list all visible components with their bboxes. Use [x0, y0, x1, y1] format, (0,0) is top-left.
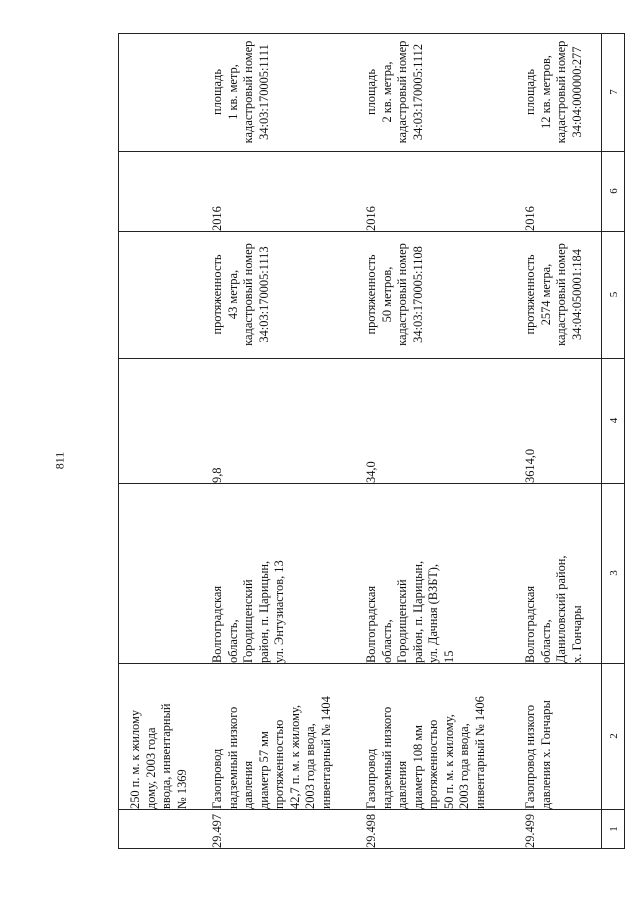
- row3-address: Волгоградская область, Даниловский район, х. Гончары: [523, 555, 584, 663]
- row1-area: площадь 1 кв. метр, кадастровый номер 34:03:170005:1111: [210, 40, 271, 144]
- row1-year: 2016: [210, 206, 224, 231]
- row2-area: площадь 2 кв. метра, кадастровый номер 34:03:170005:1112: [364, 40, 425, 144]
- row3-value: 3614,0: [523, 448, 537, 483]
- header-col-5: 5: [608, 291, 620, 298]
- row3-area: площадь 12 кв. метров, кадастровый номер 34:04:000000:277: [523, 40, 584, 144]
- header-col-1: 1: [608, 826, 620, 832]
- row3-name: Газопровод низкого давления х. Гончары: [523, 700, 553, 809]
- row2-value: 34,0: [364, 461, 378, 483]
- row2-address: Волгоградская область, Городищенский район, п. Царицын, ул. Дачная (ВЗБТ), 15: [364, 560, 456, 663]
- row3-id: 29.499: [523, 813, 537, 848]
- page-number-text: 811: [52, 451, 67, 469]
- header-col-2: 2: [608, 733, 620, 739]
- row2-id: 29.498: [364, 813, 378, 848]
- row1-value: 9,8: [210, 467, 224, 483]
- header-col-3: 3: [608, 570, 620, 576]
- header-col-7: 7: [608, 89, 620, 95]
- header-col-6: 6: [608, 188, 620, 194]
- property-table: [118, 33, 624, 849]
- row1-address: Волгоградская область, Городищенский район, п. Царицын, ул. Энтузиастов, 13: [210, 560, 286, 663]
- page-number: [53, 440, 67, 480]
- row2-extent: протяженность 50 метров, кадастровый номер 34:03:170005:1108: [364, 243, 425, 346]
- row1-name: Газопровод надземный низкого давления диаметр 57 мм протяженностью 42,7 п. м. к жилому, 2003 года ввода, инвентарный № 1404: [210, 696, 333, 809]
- row1-extent: протяженность 43 метра, кадастровый номер 34:03:170005:1113: [210, 243, 271, 346]
- row3-year: 2016: [523, 206, 537, 231]
- row2-name: Газопровод надземный низкого давления диаметр 108 мм протяженностью 50 п. м. к жилому, 2003 года ввода, инвентарный № 1406: [364, 696, 487, 809]
- row2-year: 2016: [364, 206, 378, 231]
- row3-extent: протяженность 2574 метра, кадастровый номер 34:04:050001:184: [523, 243, 584, 346]
- row0-name: 250 п. м. к жилому дому, 2003 года ввода, инвентарный № 1369: [128, 703, 189, 809]
- header-col-4: 4: [608, 417, 620, 424]
- row1-id: 29.497: [210, 813, 224, 848]
